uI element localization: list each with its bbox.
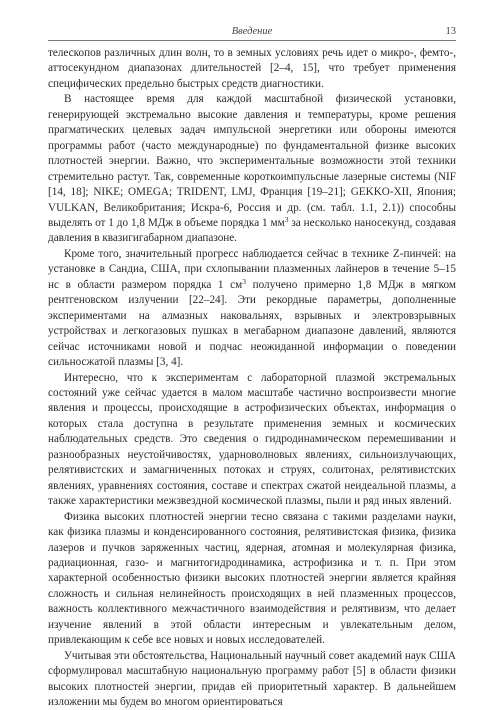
superscript: 3: [242, 276, 246, 286]
body-text: [48, 46, 456, 710]
paragraph-text: В настоящее время для каждой масштабной физической установки, генерирующей экстремально высокие давления и температуры, кроме решения прагматических целевых задач импульсной энергетики или обороны имеются программы работ (часто международные) по фундаментальной физике высоких плотностей энергии. Важно, что экспериментальные возможности этой техники стремительно растут. Так, современные короткоимпульсные лазерные системы (NIF [14, 18]; NIKE; OMEGA; TRIDENT, LMJ, Франция [19–21]; GEKKO-XII, Япония; VULKAN, Великобритания; Искра-6, Россия и др. (см. табл. 1.1, 2.1)) способны выделять от 1 до 1,8 МДж в объеме порядка 1 мм: [48, 93, 456, 229]
paragraph: [48, 46, 456, 92]
paragraph: [48, 510, 456, 649]
paragraph-text: телескопов различных длин волн, то в земных условиях речь идет о микро-, фемто-, аттосекундном диапазонах длительностей [2–4, 15], что требует применения специфических предельно быстрых средств диагностики.: [48, 47, 456, 90]
paragraph: [48, 92, 456, 247]
running-header: [48, 24, 456, 41]
paragraph-text: Интересно, что к экспериментам с лабораторной плазмой экстремальных состояний уже сейчас удается в малом масштабе частично воспроизвести многие явления и процессы, происходящие в астрофизических объектах, информация о которых стала доступна в результате применения земных и космических наблюдательных средств. Это сведения о гидродинамическом перемешивании и разнообразных неустойчивостях, ударноволновых явлениях, сильноизлучающих, релятивистских и замагниченных потоках и струях, солитонах, релятивистских явлениях, уравнениях состояния, составе и спектрах сжатой неидеальной плазмы, а также характеристики межзвездной космической плазмы, пыли и ряд иных явлений.: [48, 371, 456, 508]
paragraph-text: Кроме того, значительный прогресс наблюдается сейчас в технике Z-пинчей: на установке в Сандиа, США, при схлопывании плазменных лайнеров в течение 5–15 нс в области размером порядка 1 см: [48, 247, 456, 291]
page-number: 13: [445, 26, 456, 37]
paragraph: [48, 649, 456, 710]
paragraph-text: Физика высоких плотностей энергии тесно связана с такими разделами науки, как физика плазмы и конденсированного состояния, релятивистская физика, физика лазеров и пучков заряженных частиц, ядерная, атомная и молекулярная физика, радиационная, газо- и магнитогидродинамика, астрофизика и т. п. При этом характерной особенностью физики высоких плотностей энергии является крайняя сложность и сильная нелинейность происходящих в ней плазменных процессов, важность коллективного межчастичного взаимодействия и релятивизм, что делает изучение явлений в этой области интересным и увлекательным делом, привлекающим к себе все новых и новых исследователей.: [48, 510, 456, 647]
paragraph-text: Учитывая эти обстоятельства, Национальный научный совет академий наук США сформулировал масштабную национальную программу работ [5] в области физики высоких плотностей энергии, придав ей приоритетный характер. В дальнейшем изложении мы будем во многом ориентироваться: [48, 649, 456, 709]
paragraph: [48, 247, 456, 371]
paragraph: [48, 371, 456, 510]
running-title: Введение: [231, 26, 273, 37]
paragraph-text-continued: получено примерно 1,8 МДж в мягком рентгеновском излучении [22–24]. Эти рекордные параметры, дополненные экспериментами на алмазных наковальнях, взрывных и электровзрывных устройствах и легкогазовых пушках в мегабарном диапазоне давлений, являются сейчас источниками новой и подчас неожиданной информации о поведении сильносжатой плазмы [3, 4].: [48, 278, 456, 369]
paragraph-text-continued: за несколько наносекунд, создавая давления в квазигигабарном диапазоне.: [48, 216, 456, 245]
superscript: 3: [284, 214, 289, 224]
